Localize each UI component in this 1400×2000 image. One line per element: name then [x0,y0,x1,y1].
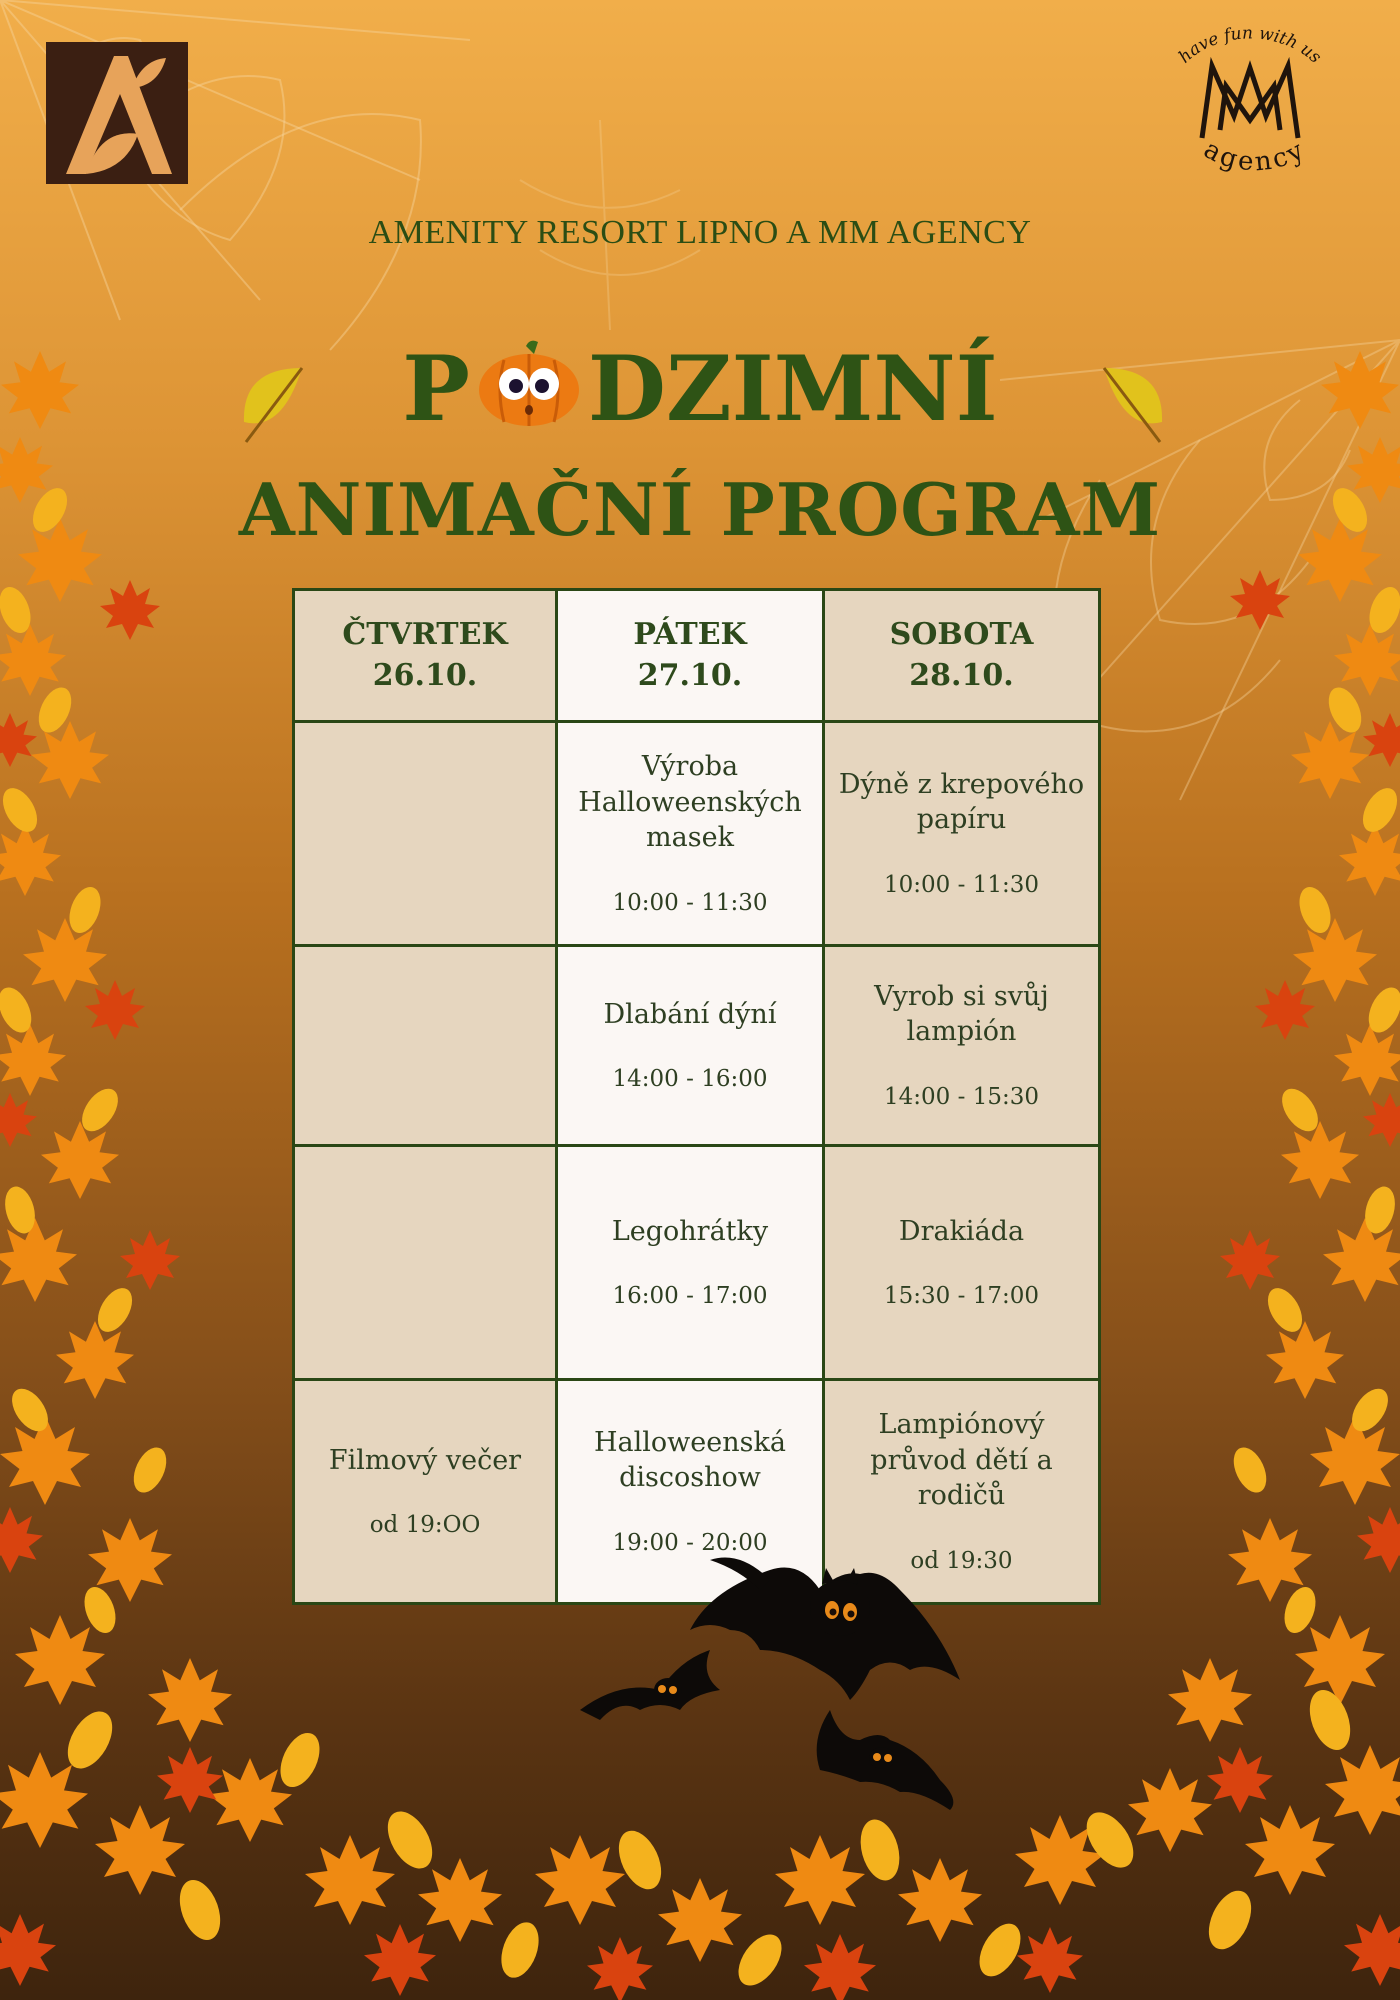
schedule-row [294,722,1100,946]
activity-time: od 19:30 [910,1547,1013,1574]
schedule-cell [824,722,1100,946]
activity-name: Legohrátky [611,1215,769,1247]
day-name: ČTVRTEK [342,617,508,652]
activity-time: od 19:OO [369,1512,481,1539]
day-header-friday [557,590,824,722]
svg-text:agency [1199,134,1312,177]
day-date: 27.10. [637,657,743,693]
title-letter-p: P [402,336,470,442]
title-rest: DZIMNÍ [587,336,998,442]
schedule-cell [824,1146,1100,1380]
schedule-cell-empty [294,946,557,1146]
activity-name: Dlabání dýní [603,998,777,1030]
schedule-row [294,1146,1100,1380]
day-header-thursday [294,590,557,722]
day-date: 26.10. [372,657,478,693]
mm-agency-logo-mark [1150,20,1350,180]
schedule-cell [824,946,1100,1146]
activity-name: Filmový večer [328,1444,522,1476]
bat-icon-large [690,1558,960,1701]
activity-time: 19:00 - 20:00 [612,1529,768,1556]
organizers-subtitle: AMENITY RESORT LIPNO A MM AGENCY [368,214,1032,251]
schedule-cell-empty [294,1146,557,1380]
schedule-cell [557,946,824,1146]
activity-time: 10:00 - 11:30 [612,889,768,916]
activity-time: 10:00 - 11:30 [884,871,1039,898]
leaves-right [1168,351,1400,1742]
logo-agency-text: agency [1198,134,1312,178]
activity-name: Výroba Halloweenských masek [578,750,802,854]
schedule-table [292,588,1101,1605]
activity-time: 14:00 - 15:30 [884,1083,1039,1110]
amenity-logo [46,42,188,184]
day-name: PÁTEK [633,617,747,652]
logo-tagline: have fun with us [1174,23,1326,68]
activity-name: Drakiáda [898,1215,1025,1247]
day-header-saturday [824,590,1100,722]
leaves-left [0,351,232,1742]
bat-icon-left [580,1650,720,1720]
activity-name: Lampiónový průvod dětí a rodičů [870,1408,1053,1512]
schedule-cell [557,1146,824,1380]
schedule-cell [557,722,824,946]
title-podzimni [0,336,1400,442]
bats-decoration [560,1530,1120,1830]
activity-name: Vyrob si svůj lampión [874,980,1049,1048]
day-name: SOBOTA [889,617,1034,652]
activity-time: 14:00 - 16:00 [612,1066,768,1093]
schedule-row [294,946,1100,1146]
pumpkin-icon [474,338,584,428]
day-date: 28.10. [909,657,1014,693]
title-animacni-program: ANIMAČNÍ PROGRAM [238,467,1162,552]
activity-time: 15:30 - 17:00 [884,1283,1039,1310]
schedule-header-row [294,590,1100,722]
activity-name: Halloweenská discoshow [594,1426,786,1494]
activity-name: Dýně z krepového papíru [838,768,1085,836]
mm-agency-logo [1150,20,1350,180]
activity-time: 16:00 - 17:00 [612,1283,768,1310]
schedule-cell [294,1380,557,1604]
amenity-logo-mark [46,42,188,184]
schedule-cell-empty [294,722,557,946]
